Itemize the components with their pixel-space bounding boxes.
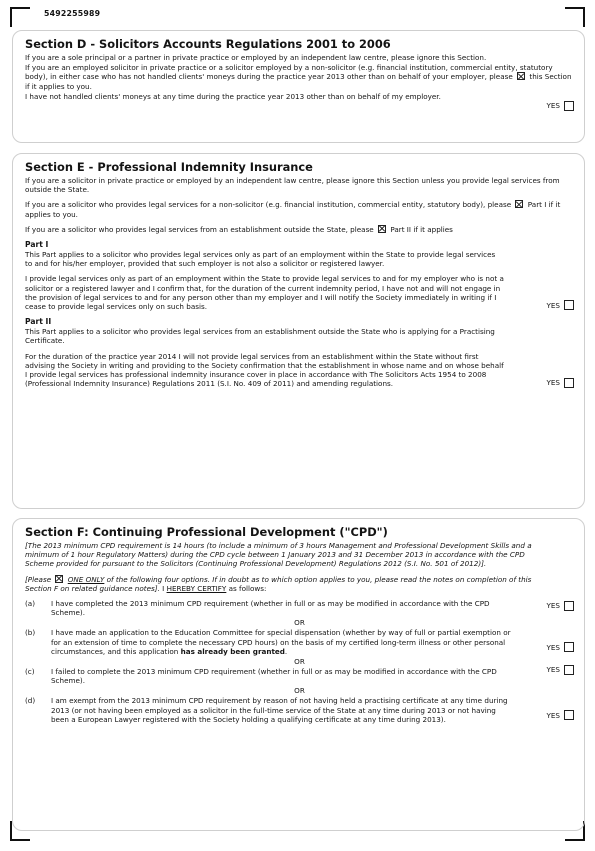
option-d-yes-checkbox[interactable] xyxy=(564,710,574,720)
section-e-paragraph-3-tail: Part II if it applies xyxy=(390,224,453,234)
option-b-yes-label: YES xyxy=(546,642,560,652)
part-1-paragraph-1: This Part applies to a solicitor who provides legal services only as part of an employment within the State to provide legal services to and for his/her employer, provided that such employer is not also a solicitor or registered lawyer. xyxy=(25,250,496,269)
cpd-option-a xyxy=(25,599,574,617)
cpd-option-c xyxy=(25,667,574,685)
section-d-yes xyxy=(547,101,575,111)
section-d-yes-label: YES xyxy=(546,101,560,111)
section-f-instructions xyxy=(25,575,574,593)
section-d-declaration-row xyxy=(25,91,574,111)
option-b-bold-text: has already been granted xyxy=(180,646,285,656)
part-2-yes-checkbox[interactable] xyxy=(564,378,574,388)
section-f xyxy=(12,518,585,831)
checked-box-icon xyxy=(378,225,386,233)
instructions-lead: [Please xyxy=(25,574,52,584)
section-e-paragraph-3-text: If you are a solicitor who provides legal services from an establishment outside the State, please xyxy=(25,224,374,234)
section-e-paragraph-2-tail: Part I if it applies to you. xyxy=(25,200,561,219)
section-d-paragraph-2-text: If you are an employed solicitor in private practice or a solicitor employed by a non-solicitor (e.g. financial institution, commercial entity, statutory body), in either case who has not handled clients' moneys during the practice year 2013 other than on behalf of your employer, please xyxy=(25,63,553,82)
checked-box-icon xyxy=(55,575,63,583)
part-1-yes-label: YES xyxy=(546,300,560,310)
part-2-yes-label: YES xyxy=(546,378,560,388)
section-d-paragraph-1: If you are a sole principal or a partner in private practice or employed by an independent law centre, please ignore this Section. xyxy=(25,53,487,62)
section-f-intro: [The 2013 minimum CPD requirement is 14 hours (to include a minimum of 3 hours Management and Professional Development Skills and a minimum of 1 hour Regulatory Matters) during the CPD cycle between 1 January 2013 and 31 December 2013 in accordance with the CPD Scheme provided for pursuant to the Solicitors (Continuing Professional Development) Regulations 2012 (S.I. No. 501 of 2012)]. xyxy=(25,541,532,569)
cpd-option-d xyxy=(25,696,574,724)
option-d-yes-label: YES xyxy=(546,710,560,720)
option-c-yes-checkbox[interactable] xyxy=(564,665,574,675)
checked-box-icon xyxy=(517,72,525,80)
cpd-option-b xyxy=(25,628,574,656)
instructions-one-only: ONE ONLY xyxy=(67,574,105,584)
part-2-declaration: For the duration of the practice year 2014 I will not provide legal services from an establishment within the State without first advising the Society in writing and providing to the Society confirmation that the establishment in whose name and on whose behalf I provide legal services has professional indemnity insurance cover in place in accordance with The Solicitors Acts 1954 to 2008 (Professional Indemnity Insurance) Regulations 2011 (S.I. No. 409 of 2011) and amending regulations. xyxy=(25,351,504,389)
option-a-text: I have completed the 2013 minimum CPD requirement (whether in full or as may be modified in accordance with the CPD Scheme). xyxy=(51,599,490,618)
option-d-yes xyxy=(547,710,575,720)
option-b-tail: . xyxy=(284,646,288,656)
section-e-paragraph-2-text: If you are a solicitor who provides legal services for a non-solicitor (e.g. financial institution, commercial entity, statutory body), please xyxy=(25,200,512,210)
option-a-yes xyxy=(547,601,575,611)
section-e-paragraph-2 xyxy=(25,200,574,218)
instructions-body: of the following four options. If in doubt as to which option applies to you, please read the notes on completion of this Section F on related guidance notes]. xyxy=(25,574,532,593)
section-e-paragraph-3 xyxy=(25,225,574,234)
or-separator: OR xyxy=(294,618,305,628)
section-f-title: Section F: Continuing Professional Development ("CPD") xyxy=(25,525,388,539)
part-2-declaration-row xyxy=(25,352,574,389)
instructions-certify-tail: as follows: xyxy=(228,583,267,593)
option-d-label: (d) xyxy=(25,696,36,706)
or-separator: OR xyxy=(294,686,305,696)
part-2-title: Part II xyxy=(25,317,52,327)
option-b-label: (b) xyxy=(25,628,36,638)
part-1-yes-checkbox[interactable] xyxy=(564,300,574,310)
section-d xyxy=(12,30,585,143)
option-c-yes xyxy=(547,665,575,675)
instructions-hereby-certify: HEREBY CERTIFY xyxy=(166,583,227,593)
section-d-title: Section D - Solicitors Accounts Regulations 2001 to 2006 xyxy=(25,37,391,51)
section-e-paragraph-1: If you are a solicitor in private practice or employed by an independent law centre, please ignore this Section unless you provide legal services from outside the State. xyxy=(25,176,560,195)
section-d-paragraph-2 xyxy=(25,63,574,91)
document-id: 5492255989 xyxy=(44,9,101,18)
option-c-text: I failed to complete the 2013 minimum CPD requirement (whether in full or as may be modified in accordance with the CPD Scheme). xyxy=(51,667,497,686)
part-1-declaration-row xyxy=(25,274,574,311)
or-separator: OR xyxy=(294,657,305,667)
option-b-yes-checkbox[interactable] xyxy=(564,642,574,652)
section-e-title: Section E - Professional Indemnity Insurance xyxy=(25,160,313,174)
option-c-yes-label: YES xyxy=(546,665,560,675)
part-1-title: Part I xyxy=(25,240,49,250)
option-a-yes-checkbox[interactable] xyxy=(564,601,574,611)
part-1-yes xyxy=(547,300,575,310)
section-e xyxy=(12,153,585,509)
section-d-paragraph-2-tail: this Section if it applies to you. xyxy=(25,72,572,91)
option-a-label: (a) xyxy=(25,599,36,609)
part-1-declaration: I provide legal services only as part of an employment within the State to provide legal services to and for my employer who is not a solicitor or a registered lawyer and I confirm that, for the duration of the current indemnity period, I have not and will not engage in the provision of legal services to and for any person other than my employer and I will notify the Society immediately in writing if I cease to provide legal services only on such basis. xyxy=(25,274,504,312)
option-a-yes-label: YES xyxy=(546,601,560,611)
part-2-yes xyxy=(547,378,575,388)
checked-box-icon xyxy=(515,200,523,208)
instructions-certify-lead: I xyxy=(162,583,165,593)
option-b-text: I have made an application to the Education Committee for special dispensation (whether by way of full or partial exemption or for an extension of time to complete the necessary CPD hours) on the basis of my certified long-term illness or other personal circumstances, and this application xyxy=(51,628,511,656)
option-d-text: I am exempt from the 2013 minimum CPD requirement by reason of not having held a practising certificate at any time during 2013 (or not having been employed as a solicitor in the full-time service of the State at any time during 2013 or not having been a European Lawyer registered with the Society holding a qualifying certificate at any time during 2013). xyxy=(51,696,508,724)
section-d-yes-checkbox[interactable] xyxy=(564,101,574,111)
corner-mark-top-right xyxy=(565,7,585,27)
option-c-label: (c) xyxy=(25,667,35,677)
corner-mark-top-left xyxy=(10,7,30,27)
part-2-paragraph-1: This Part applies to a solicitor who provides legal services from an establishment outside the State who is applying for a Practising Certificate. xyxy=(25,327,495,346)
option-b-yes xyxy=(547,642,575,652)
section-d-declaration: I have not handled clients' moneys at any time during the practice year 2013 other than on behalf of my employer. xyxy=(25,91,441,101)
